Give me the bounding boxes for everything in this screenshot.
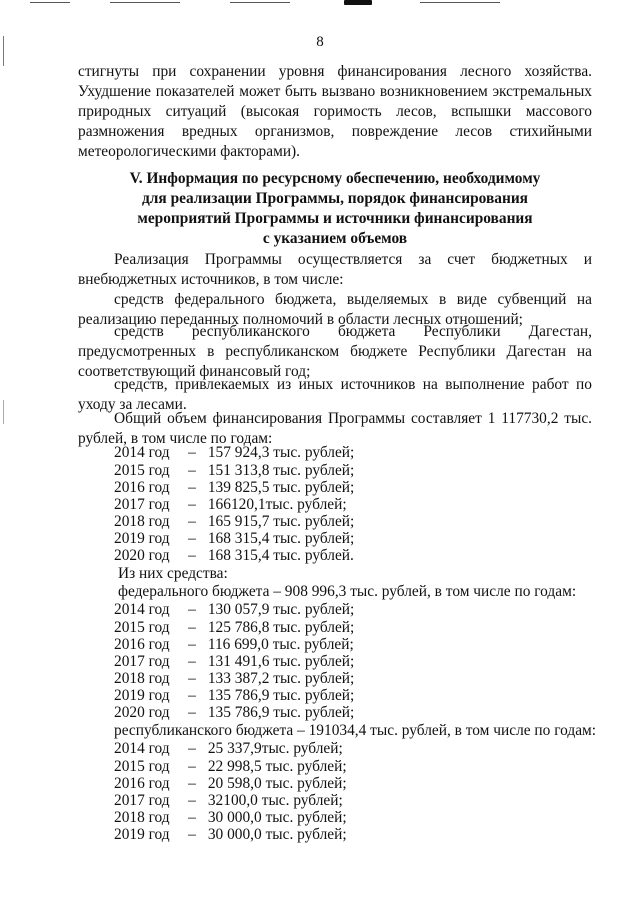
- year-row: [114, 775, 347, 792]
- year-label: 2018 год: [114, 670, 170, 687]
- dash: –: [188, 826, 196, 843]
- scan-artifact-top: [0, 0, 640, 10]
- amount: 25 337,9тыс. рублей;: [207, 740, 343, 757]
- heading-line: для реализации Программы, порядок финансирования: [141, 190, 529, 207]
- year-row: [114, 792, 343, 809]
- paragraph-total-volume: Общий объем финансирования Программы составляет 1 117730,2 тыс. рублей, в том числе по годам:: [78, 410, 592, 447]
- year-row: [114, 479, 354, 496]
- year-row: [114, 444, 354, 461]
- scan-mark: [344, 0, 372, 5]
- dash: –: [188, 740, 196, 757]
- scan-dash: [230, 2, 290, 3]
- year-row: [114, 636, 354, 653]
- year-row: [114, 687, 354, 704]
- amount: 133 387,2 тыс. рублей;: [207, 670, 355, 687]
- year-label: 2018 год: [114, 513, 170, 530]
- amount: 165 915,7 тыс. рублей;: [207, 513, 355, 530]
- dash: –: [188, 775, 196, 792]
- dash: –: [188, 479, 196, 496]
- amount: 139 825,5 тыс. рублей;: [207, 479, 355, 496]
- year-label: 2015 год: [114, 462, 170, 479]
- dash: –: [188, 444, 196, 461]
- amount: 125 786,8 тыс. рублей;: [207, 619, 355, 636]
- dash: –: [188, 496, 196, 513]
- year-row: [114, 809, 347, 826]
- of-them-label: Из них средства:: [118, 565, 228, 582]
- year-row: [114, 704, 354, 721]
- scan-dash: [420, 2, 500, 3]
- page-number: 8: [316, 34, 324, 50]
- year-row: [114, 740, 343, 757]
- dash: –: [188, 547, 196, 564]
- year-label: 2015 год: [114, 619, 170, 636]
- year-label: 2020 год: [114, 704, 170, 721]
- dash: –: [188, 687, 196, 704]
- dash: –: [188, 601, 196, 618]
- dash: –: [188, 758, 196, 775]
- dash: –: [188, 513, 196, 530]
- year-label: 2018 год: [114, 809, 170, 826]
- scan-dash: [110, 2, 180, 3]
- amount: 22 998,5 тыс. рублей;: [207, 758, 347, 775]
- amount: 168 315,4 тыс. рублей.: [207, 547, 354, 564]
- amount: 30 000,0 тыс. рублей;: [207, 809, 347, 826]
- year-row: [114, 653, 354, 670]
- federal-budget-label: федерального бюджета – 908 996,3 тыс. рублей, в том числе по годам:: [118, 583, 577, 600]
- year-label: 2016 год: [114, 479, 170, 496]
- dash: –: [188, 670, 196, 687]
- amount: 131 491,6 тыс. рублей;: [207, 653, 355, 670]
- year-label: 2014 год: [114, 740, 170, 757]
- year-row: [114, 530, 354, 547]
- year-label: 2019 год: [114, 530, 170, 547]
- year-row: [114, 826, 347, 843]
- amount: 135 786,9 тыс. рублей;: [207, 704, 355, 721]
- section-heading: [78, 169, 592, 249]
- year-label: 2019 год: [114, 687, 170, 704]
- year-label: 2014 год: [114, 601, 170, 618]
- paragraph-other-funds: средств, привлекаемых из иных источников на выполнение работ по уходу за лесами.: [78, 376, 592, 413]
- paragraph-republican-funds: средств республиканского бюджета Республики Дагестан, предусмотренных в республиканском бюджете Республики Дагестан на соответствующий финансовый год;: [78, 323, 592, 380]
- amount: 168 315,4 тыс. рублей;: [207, 530, 355, 547]
- heading-line: мероприятий Программы и источники финансирования: [137, 210, 533, 227]
- year-label: 2019 год: [114, 826, 170, 843]
- amount: 30 000,0 тыс. рублей;: [207, 826, 347, 843]
- dash: –: [188, 530, 196, 547]
- heading-line: V. Информация по ресурсному обеспечению, необходимому: [129, 170, 541, 187]
- year-label: 2015 год: [114, 758, 170, 775]
- year-label: 2017 год: [114, 496, 170, 513]
- year-row: [114, 462, 354, 479]
- scan-edge-mark: [3, 400, 4, 424]
- republican-budget-label: республиканского бюджета – 191034,4 тыс. рублей, в том числе по годам:: [114, 722, 597, 739]
- dash: –: [188, 653, 196, 670]
- year-label: 2017 год: [114, 792, 170, 809]
- dash: –: [188, 619, 196, 636]
- paragraph-federal-funds: средств федерального бюджета, выделяемых в виде субвенций на реализацию переданных полномочий в области лесных отношений;: [78, 291, 592, 328]
- amount: 32100,0 тыс. рублей;: [207, 792, 343, 809]
- amount: 116 699,0 тыс. рублей;: [207, 636, 354, 653]
- dash: –: [188, 636, 196, 653]
- year-label: 2017 год: [114, 653, 170, 670]
- amount: 20 598,0 тыс. рублей;: [207, 775, 347, 792]
- year-row: [114, 758, 347, 775]
- year-label: 2016 год: [114, 775, 170, 792]
- year-row: [114, 496, 347, 513]
- amount: 166120,1тыс. рублей;: [207, 496, 347, 513]
- year-label: 2020 год: [114, 547, 170, 564]
- year-row: [114, 601, 354, 618]
- year-label: 2016 год: [114, 636, 170, 653]
- scan-dash: [30, 2, 70, 3]
- year-row: [114, 547, 354, 564]
- amount: 130 057,9 тыс. рублей;: [207, 601, 355, 618]
- dash: –: [188, 792, 196, 809]
- heading-line: с указанием объемов: [262, 230, 408, 247]
- intro-paragraph: стигнуты при сохранении уровня финансирования лесного хозяйства. Ухудшение показателей может быть вызвано возникновением экстремальных природных ситуаций (высокая горимость лесов, вспышки массового размножения вредных организмов, повреждение лесов стихийными метеорологическими факторами).: [78, 63, 592, 160]
- amount: 151 313,8 тыс. рублей;: [207, 462, 355, 479]
- year-row: [114, 670, 354, 687]
- amount: 157 924,3 тыс. рублей;: [207, 444, 355, 461]
- year-row: [114, 619, 354, 636]
- year-row: [114, 513, 354, 530]
- year-label: 2014 год: [114, 444, 170, 461]
- paragraph-financing-sources: Реализация Программы осуществляется за счет бюджетных и внебюджетных источников, в том числе:: [78, 251, 592, 288]
- dash: –: [188, 809, 196, 826]
- dash: –: [188, 462, 196, 479]
- dash: –: [188, 704, 196, 721]
- amount: 135 786,9 тыс. рублей;: [207, 687, 355, 704]
